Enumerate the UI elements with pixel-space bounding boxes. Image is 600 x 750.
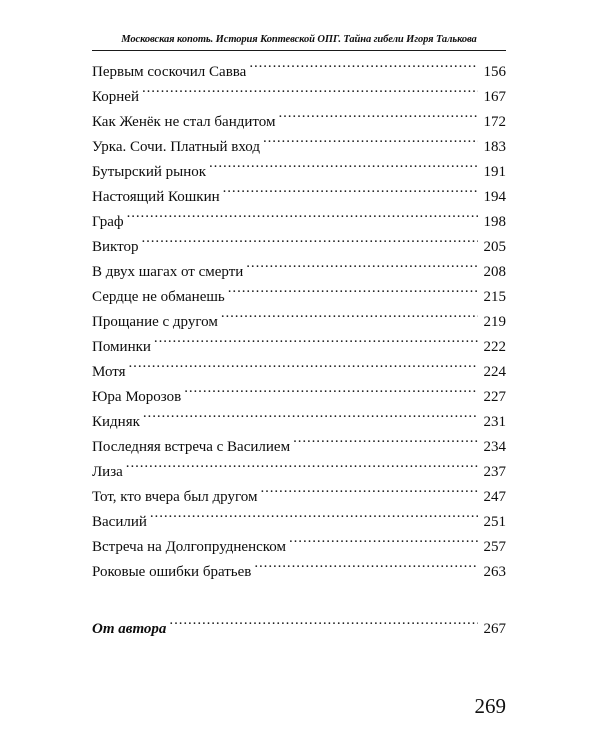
toc-entry-title: Урка. Сочи. Платный вход [92, 139, 260, 155]
toc-entry-page-number: 219 [483, 314, 506, 330]
toc-entry-page-number: 191 [483, 164, 506, 180]
running-head: Московская копоть. История Коптевской ОПГ. Тайна гибели Игоря Талькова [121, 34, 477, 45]
toc-entry[interactable] [92, 460, 506, 485]
toc-leader-dots [254, 561, 478, 576]
toc-entry[interactable] [92, 160, 506, 185]
toc-leader-dots [221, 311, 478, 326]
toc-leader-dots [249, 61, 478, 76]
toc-entry[interactable] [92, 335, 506, 360]
toc-entry-page-number: 198 [483, 214, 506, 230]
toc-leader-dots [126, 461, 478, 476]
toc-entry-page-number: 156 [483, 64, 506, 80]
toc-entry[interactable] [92, 535, 506, 560]
toc-entry-title: Сердце не обманешь [92, 289, 225, 305]
toc-entry-page-number: 267 [483, 621, 506, 637]
toc-entry[interactable] [92, 260, 506, 285]
toc-leader-dots [260, 486, 478, 501]
toc-leader-dots [223, 186, 478, 201]
page-folio: 269 [474, 694, 506, 718]
toc-entry-page-number: 222 [483, 339, 506, 355]
toc-entry-page-number: 234 [483, 439, 506, 455]
toc-entry[interactable] [92, 485, 506, 510]
toc-entry[interactable] [92, 560, 506, 585]
toc-entry-title: Первым соскочил Савва [92, 64, 247, 80]
toc-leader-dots [150, 511, 478, 526]
toc-leader-dots [228, 286, 478, 301]
toc-entry-page-number: 231 [483, 414, 506, 430]
toc-entry-page-number: 257 [483, 539, 506, 555]
toc-entry-title: От автора [92, 621, 167, 637]
toc-leader-dots [184, 386, 478, 401]
toc-entry-title: Тот, кто вчера был другом [92, 489, 258, 505]
toc-leader-dots [129, 361, 478, 376]
toc-entry[interactable] [92, 210, 506, 235]
toc-entry[interactable] [92, 60, 506, 85]
toc-entry[interactable] [92, 235, 506, 260]
toc-leader-dots [209, 161, 478, 176]
toc-entry-title: Поминки [92, 339, 151, 355]
toc-entry[interactable] [92, 85, 506, 110]
toc-leader-dots [263, 136, 478, 151]
toc-entry-page-number: 247 [483, 489, 506, 505]
toc-entry[interactable] [92, 510, 506, 535]
toc-entry-closing[interactable] [92, 617, 506, 642]
toc-entry-title: Лиза [92, 464, 123, 480]
toc-entry[interactable] [92, 185, 506, 210]
toc-leader-dots [141, 236, 478, 251]
toc-entry[interactable] [92, 135, 506, 160]
toc-entry-title: Роковые ошибки братьев [92, 564, 252, 580]
toc-entry-title: Как Женёк не стал бандитом [92, 114, 276, 130]
toc-entry-page-number: 208 [483, 264, 506, 280]
toc-leader-dots [127, 211, 478, 226]
toc-entry[interactable] [92, 285, 506, 310]
toc-leader-dots [169, 618, 478, 633]
toc-entry-title: В двух шагах от смерти [92, 264, 244, 280]
toc-entry[interactable] [92, 360, 506, 385]
toc-leader-dots [142, 86, 478, 101]
table-of-contents [92, 60, 506, 642]
toc-entry-title: Граф [92, 214, 124, 230]
toc-entry[interactable] [92, 435, 506, 460]
toc-entry-title: Настоящий Кошкин [92, 189, 220, 205]
toc-leader-dots [143, 411, 478, 426]
toc-entry-title: Корней [92, 89, 139, 105]
toc-entry-title: Бутырский рынок [92, 164, 207, 180]
toc-entry[interactable] [92, 310, 506, 335]
toc-leader-dots [154, 336, 478, 351]
toc-entry-page-number: 227 [483, 389, 506, 405]
toc-entry-page-number: 205 [483, 239, 506, 255]
toc-entry-title: Мотя [92, 364, 126, 380]
toc-leader-dots [246, 261, 478, 276]
toc-entry-page-number: 167 [483, 89, 506, 105]
toc-leader-dots [289, 536, 478, 551]
toc-section-gap [92, 585, 506, 617]
toc-entry-title: Виктор [92, 239, 139, 255]
toc-leader-dots [278, 111, 478, 126]
running-head-rule [92, 50, 506, 51]
toc-entry-page-number: 172 [483, 114, 506, 130]
toc-entry-title: Юра Морозов [92, 389, 182, 405]
toc-entry-title: Василий [92, 514, 147, 530]
toc-entry-page-number: 215 [483, 289, 506, 305]
toc-leader-dots [293, 436, 478, 451]
toc-entry-page-number: 224 [483, 364, 506, 380]
toc-entry-page-number: 183 [483, 139, 506, 155]
toc-entry[interactable] [92, 410, 506, 435]
toc-entry-title: Встреча на Долгопрудненском [92, 539, 286, 555]
toc-entry-page-number: 237 [483, 464, 506, 480]
toc-entry-page-number: 194 [483, 189, 506, 205]
toc-entry-title: Кидняк [92, 414, 140, 430]
toc-entry-title: Прощание с другом [92, 314, 218, 330]
toc-entry-title: Последняя встреча с Василием [92, 439, 291, 455]
toc-entry[interactable] [92, 110, 506, 135]
toc-entry[interactable] [92, 385, 506, 410]
toc-entry-page-number: 263 [483, 564, 506, 580]
toc-entry-page-number: 251 [483, 514, 506, 530]
